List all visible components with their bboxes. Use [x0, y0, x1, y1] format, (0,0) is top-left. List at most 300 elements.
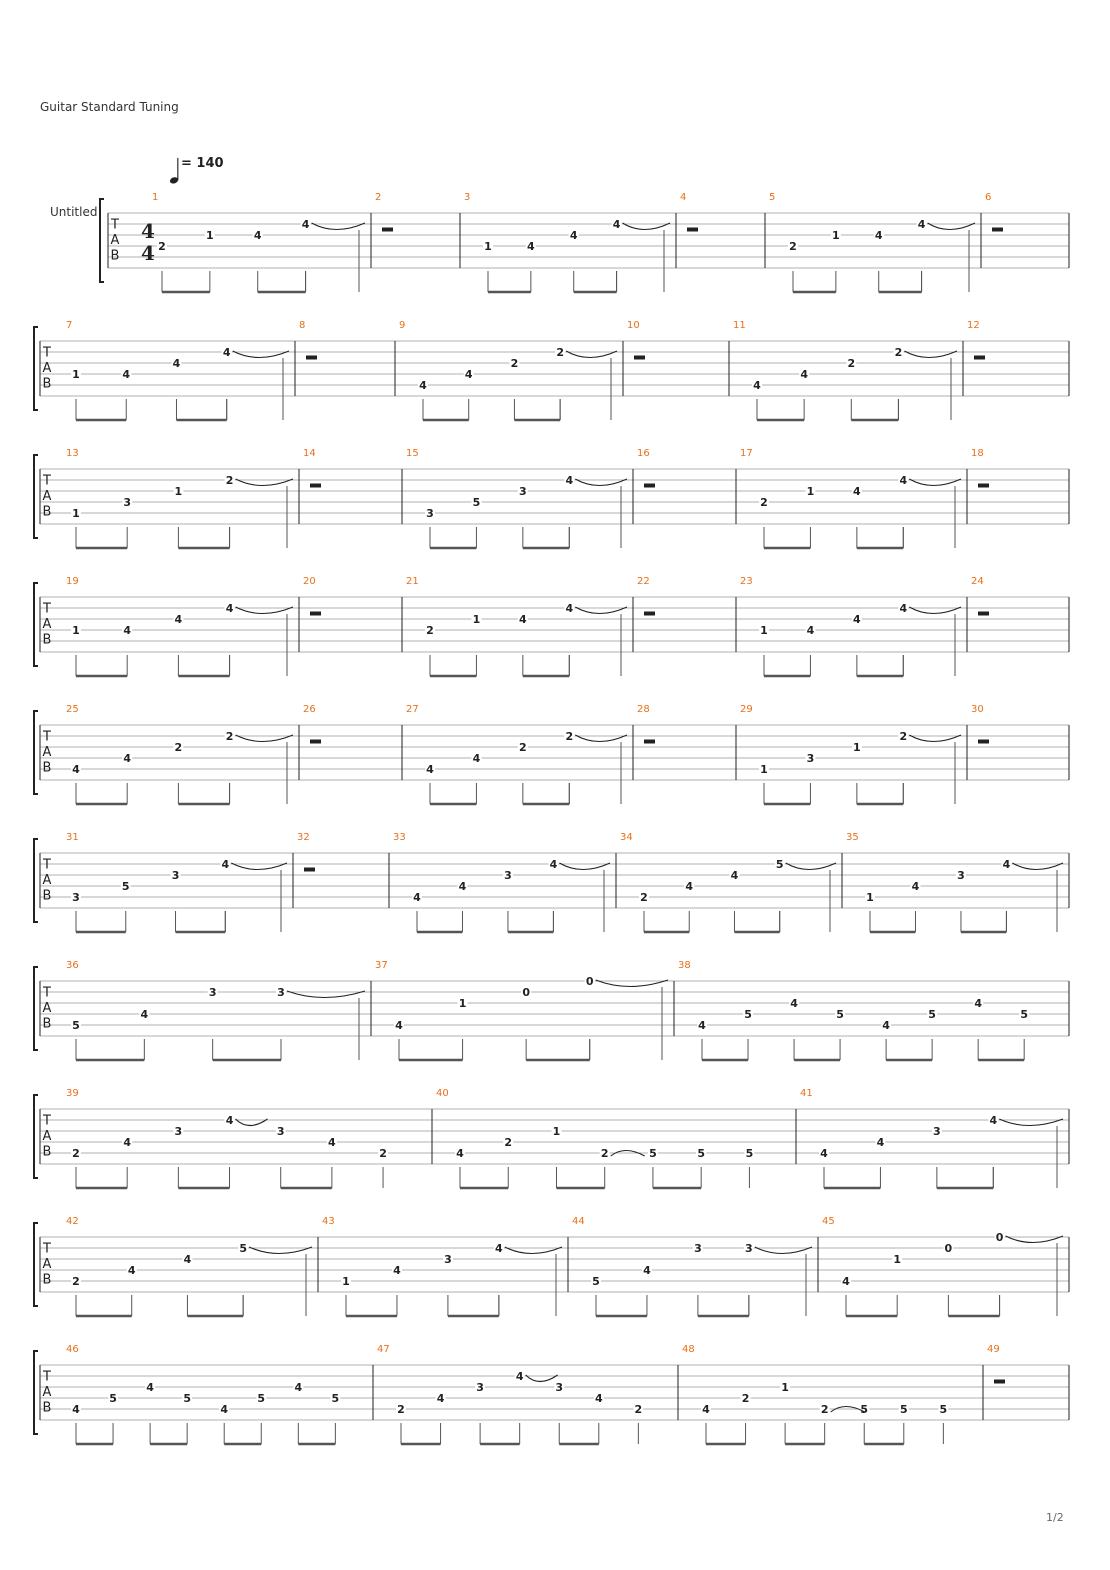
fret-number: 2 — [760, 496, 768, 509]
fret-number: 1 — [72, 624, 80, 637]
fret-number: 4 — [225, 1114, 234, 1127]
fret-number: 4 — [820, 1147, 828, 1160]
fret-number: 4 — [643, 1264, 651, 1277]
fret-number: 4 — [301, 218, 310, 231]
fret-number: 2 — [634, 1403, 643, 1416]
half-rest — [978, 484, 989, 488]
fret-number: 2 — [225, 730, 234, 743]
measure-number: 24 — [971, 576, 984, 587]
fret-number: 3 — [444, 1253, 452, 1266]
tab-letter: B — [42, 1400, 52, 1416]
staff-bracket — [34, 1095, 38, 1178]
half-rest — [978, 740, 989, 744]
fret-number: 5 — [928, 1008, 936, 1021]
fret-number: 4 — [436, 1392, 445, 1405]
measure — [393, 832, 616, 932]
fret-number: 1 — [342, 1275, 350, 1288]
fret-number: 4 — [1002, 858, 1011, 871]
measure — [406, 576, 633, 676]
tab-system — [34, 576, 1069, 676]
fret-number: 5 — [1020, 1008, 1029, 1021]
measure-number: 22 — [637, 576, 650, 587]
half-rest — [644, 484, 655, 488]
tab-letter: B — [42, 632, 52, 648]
fret-number: 4 — [899, 474, 908, 487]
fret-number: 4 — [458, 880, 467, 893]
fret-number: 4 — [790, 997, 798, 1010]
fret-number: 4 — [974, 997, 982, 1010]
measure-number: 43 — [322, 1216, 335, 1227]
fret-number: 4 — [464, 368, 473, 381]
fret-number: 4 — [183, 1253, 192, 1266]
staff-bracket — [34, 455, 38, 538]
half-rest — [634, 356, 645, 360]
measure-number: 44 — [572, 1216, 585, 1227]
fret-number: 4 — [842, 1275, 850, 1288]
tab-letter: T — [43, 857, 51, 873]
fret-number: 4 — [72, 763, 80, 776]
fret-number: 1 — [760, 624, 768, 637]
measure-number: 8 — [299, 320, 306, 331]
measure-number: 6 — [985, 192, 992, 203]
page-number: 1/2 — [1046, 1511, 1064, 1524]
fret-number: 2 — [397, 1403, 405, 1416]
fret-number: 1 — [853, 741, 861, 754]
measure — [399, 320, 623, 420]
half-rest — [310, 484, 321, 488]
measure-number: 38 — [678, 960, 691, 971]
tab-letter: B — [42, 1272, 52, 1288]
half-rest — [310, 612, 321, 616]
fret-number: 1 — [484, 240, 492, 253]
half-rest — [992, 228, 1003, 232]
fret-number: 5 — [744, 1008, 752, 1021]
fret-number: 4 — [702, 1403, 710, 1416]
fret-number: 2 — [158, 240, 166, 253]
fret-number: 1 — [472, 613, 481, 626]
fret-number: 5 — [649, 1147, 657, 1160]
measure — [66, 832, 293, 932]
tempo-marking: = 140 — [181, 156, 224, 171]
fret-number: 1 — [760, 763, 768, 776]
measure-number: 45 — [822, 1216, 835, 1227]
fret-number: 2 — [556, 346, 564, 359]
measure-number: 10 — [627, 320, 640, 331]
fret-number: 5 — [239, 1242, 247, 1255]
measure — [846, 832, 1069, 932]
fret-number: 4 — [225, 602, 234, 615]
tab-letter: B — [42, 1144, 52, 1160]
fret-number: 3 — [519, 485, 527, 498]
measure-number: 37 — [375, 960, 388, 971]
measure — [322, 1216, 568, 1316]
fret-number: 4 — [140, 1008, 149, 1021]
fret-number: 4 — [806, 624, 815, 637]
fret-number: 3 — [426, 507, 434, 520]
fret-number: 4 — [419, 379, 427, 392]
fret-number: 4 — [456, 1147, 464, 1160]
measure-number: 4 — [680, 192, 687, 203]
fret-number: 3 — [504, 869, 512, 882]
measure-number: 25 — [66, 704, 79, 715]
fret-number: 5 — [121, 880, 130, 893]
time-signature-bottom: 4 — [141, 241, 155, 265]
fret-number: 2 — [504, 1136, 513, 1149]
measure — [464, 192, 676, 292]
fret-number: 4 — [393, 1264, 401, 1277]
tab-letter: B — [42, 888, 52, 904]
fret-number: 2 — [519, 741, 527, 754]
fret-number: 2 — [174, 741, 183, 754]
measure — [436, 1088, 796, 1188]
measure-number: 32 — [297, 832, 310, 843]
fret-number: 1 — [72, 507, 80, 520]
tab-letter: T — [43, 985, 51, 1001]
tab-letter: A — [42, 1128, 52, 1144]
measure-number: 26 — [303, 704, 316, 715]
measure — [66, 960, 371, 1060]
measure — [66, 1216, 318, 1316]
fret-number: 3 — [555, 1381, 564, 1394]
fret-number: 5 — [592, 1275, 600, 1288]
fret-number: 2 — [565, 730, 574, 743]
measure — [740, 704, 967, 804]
tab-letter: A — [42, 488, 52, 504]
measure — [66, 448, 299, 548]
tab-letter: A — [42, 360, 52, 376]
measure-number: 48 — [682, 1344, 695, 1355]
fret-number: 2 — [894, 346, 903, 359]
fret-number: 3 — [276, 1125, 285, 1138]
fret-number: 4 — [800, 368, 808, 381]
half-rest — [306, 356, 317, 360]
fret-number: 4 — [989, 1114, 998, 1127]
fret-number: 5 — [109, 1392, 117, 1405]
measure-number: 19 — [66, 576, 79, 587]
fret-number: 4 — [413, 891, 421, 904]
measure-number: 46 — [66, 1344, 79, 1355]
tab-letter: A — [110, 232, 120, 248]
measure-number: 16 — [637, 448, 650, 459]
measure-number: 12 — [967, 320, 980, 331]
fret-number: 4 — [328, 1136, 336, 1149]
fret-number: 4 — [294, 1381, 303, 1394]
fret-number: 4 — [172, 357, 181, 370]
fret-number: 2 — [225, 474, 234, 487]
tab-system — [34, 832, 1069, 932]
fret-number: 4 — [882, 1019, 890, 1032]
fret-number: 4 — [874, 229, 883, 242]
fret-number: 2 — [789, 240, 797, 253]
measure-number: 7 — [66, 320, 73, 331]
fret-number: 4 — [519, 613, 527, 626]
fret-number: 4 — [876, 1136, 885, 1149]
fret-number: 2 — [741, 1392, 750, 1405]
fret-number: 4 — [565, 602, 574, 615]
tab-system — [100, 192, 1069, 292]
fret-number: 4 — [569, 229, 578, 242]
tab-system — [34, 960, 1069, 1060]
fret-number: 5 — [775, 858, 784, 871]
staff-bracket — [34, 711, 38, 794]
measure — [822, 1216, 1069, 1316]
measure-number: 42 — [66, 1216, 79, 1227]
measure — [733, 320, 963, 420]
fret-number: 2 — [72, 1275, 80, 1288]
fret-number: 4 — [222, 346, 231, 359]
fret-number: 5 — [745, 1147, 754, 1160]
fret-number: 3 — [806, 752, 815, 765]
fret-number: 4 — [853, 485, 861, 498]
half-rest — [310, 740, 321, 744]
fret-number: 0 — [522, 986, 530, 999]
measure — [377, 1344, 678, 1444]
measure — [152, 192, 371, 292]
half-rest — [382, 228, 393, 232]
measure-number: 47 — [377, 1344, 390, 1355]
fret-number: 2 — [640, 891, 648, 904]
fret-number: 5 — [860, 1403, 869, 1416]
fret-number: 2 — [426, 624, 434, 637]
measure-number: 41 — [800, 1088, 813, 1099]
fret-number: 5 — [472, 496, 481, 509]
track-name: Untitled — [50, 205, 98, 219]
tuning-label: Guitar Standard Tuning — [40, 100, 179, 114]
fret-number: 4 — [72, 1403, 80, 1416]
measure-number: 20 — [303, 576, 316, 587]
fret-number: 3 — [933, 1125, 941, 1138]
half-rest — [978, 612, 989, 616]
fret-number: 1 — [458, 997, 467, 1010]
fret-number: 4 — [146, 1381, 154, 1394]
tab-letter: A — [42, 872, 52, 888]
fret-number: 4 — [612, 218, 621, 231]
fret-number: 0 — [995, 1231, 1004, 1244]
fret-number: 3 — [694, 1242, 702, 1255]
fret-number: 4 — [495, 1242, 503, 1255]
fret-number: 4 — [730, 869, 739, 882]
fret-number: 1 — [552, 1125, 561, 1138]
fret-number: 5 — [72, 1019, 80, 1032]
fret-number: 1 — [206, 229, 214, 242]
fret-number: 4 — [220, 1403, 229, 1416]
tab-system — [34, 448, 1069, 548]
measure — [66, 576, 299, 676]
fret-number: 5 — [257, 1392, 266, 1405]
tab-system — [34, 320, 1069, 420]
fret-number: 4 — [911, 880, 920, 893]
tab-system — [34, 1088, 1069, 1188]
tab-letter: B — [42, 376, 52, 392]
measure-number: 36 — [66, 960, 79, 971]
staff-bracket — [34, 1351, 38, 1434]
tab-letter: T — [43, 1113, 51, 1129]
fret-number: 4 — [253, 229, 262, 242]
half-rest — [644, 740, 655, 744]
measure-number: 33 — [393, 832, 406, 843]
measure-number: 30 — [971, 704, 984, 715]
measure — [740, 576, 967, 676]
fret-number: 1 — [72, 368, 80, 381]
measure-number: 28 — [637, 704, 650, 715]
measure-number: 11 — [733, 320, 746, 331]
tab-letter: T — [111, 217, 119, 233]
measure — [406, 704, 633, 804]
measure-number: 21 — [406, 576, 419, 587]
measure-number: 27 — [406, 704, 419, 715]
fret-number: 1 — [832, 229, 840, 242]
measure — [375, 960, 674, 1060]
fret-number: 3 — [174, 1125, 183, 1138]
fret-number: 1 — [893, 1253, 902, 1266]
tab-system — [34, 1216, 1069, 1316]
tab-letter: A — [42, 1000, 52, 1016]
measure — [66, 704, 299, 804]
measure — [620, 832, 842, 932]
fret-number: 4 — [123, 624, 132, 637]
measure-number: 40 — [436, 1088, 449, 1099]
fret-number: 4 — [899, 602, 908, 615]
staff-bracket — [34, 1223, 38, 1306]
fret-number: 3 — [208, 986, 217, 999]
fret-number: 3 — [171, 869, 180, 882]
tab-letter: T — [43, 729, 51, 745]
fret-number: 4 — [123, 1136, 132, 1149]
fret-number: 5 — [899, 1403, 908, 1416]
tab-letter: B — [42, 1016, 52, 1032]
measure-number: 18 — [971, 448, 984, 459]
measure-number: 2 — [375, 192, 382, 203]
fret-number: 4 — [917, 218, 926, 231]
fret-number: 3 — [957, 869, 965, 882]
fret-number: 4 — [122, 368, 131, 381]
tab-system — [34, 1344, 1069, 1444]
fret-number: 5 — [697, 1147, 706, 1160]
fret-number: 2 — [847, 357, 856, 370]
staff-bracket — [34, 967, 38, 1050]
measure — [678, 960, 1069, 1060]
tab-letter: T — [43, 1369, 51, 1385]
fret-number: 3 — [476, 1381, 484, 1394]
fret-number: 0 — [944, 1242, 953, 1255]
fret-number: 4 — [698, 1019, 706, 1032]
fret-number: 2 — [379, 1147, 387, 1160]
tab-letter: T — [43, 345, 51, 361]
fret-number: 4 — [853, 613, 861, 626]
tab-system — [34, 704, 1069, 804]
fret-number: 1 — [174, 485, 183, 498]
measure-number: 1 — [152, 192, 159, 203]
fret-number: 1 — [866, 891, 874, 904]
measure — [682, 1344, 983, 1444]
fret-number: 4 — [527, 240, 535, 253]
tab-letter: T — [43, 473, 51, 489]
measure — [800, 1088, 1069, 1188]
measure — [769, 192, 981, 292]
half-rest — [687, 228, 698, 232]
tab-letter: T — [43, 1241, 51, 1257]
fret-number: 2 — [820, 1403, 829, 1416]
staff-bracket — [100, 199, 104, 282]
measure — [406, 448, 633, 548]
fret-number: 5 — [331, 1392, 340, 1405]
measure-number: 35 — [846, 832, 859, 843]
measure-number: 15 — [406, 448, 419, 459]
measure-number: 17 — [740, 448, 753, 459]
measure — [66, 1344, 373, 1444]
fret-number: 4 — [549, 858, 558, 871]
fret-number: 0 — [585, 975, 594, 988]
measure — [66, 320, 295, 420]
measure-number: 29 — [740, 704, 753, 715]
fret-number: 4 — [753, 379, 761, 392]
staff-bracket — [34, 839, 38, 922]
measure-number: 34 — [620, 832, 633, 843]
fret-number: 4 — [565, 474, 574, 487]
measure-number: 23 — [740, 576, 753, 587]
measure-number: 39 — [66, 1088, 79, 1099]
fret-number: 4 — [395, 1019, 403, 1032]
time-signature-top: 4 — [141, 219, 155, 243]
tab-letter: A — [42, 1384, 52, 1400]
fret-number: 4 — [221, 858, 230, 871]
half-rest — [994, 1380, 1005, 1384]
fret-number: 4 — [127, 1264, 136, 1277]
fret-number: 3 — [72, 891, 80, 904]
fret-number: 3 — [745, 1242, 753, 1255]
fret-number: 2 — [72, 1147, 80, 1160]
measure-number: 14 — [303, 448, 316, 459]
staff-bracket — [34, 583, 38, 666]
half-rest — [644, 612, 655, 616]
fret-number: 2 — [600, 1147, 609, 1160]
measure-number: 49 — [987, 1344, 1000, 1355]
half-rest — [974, 356, 985, 360]
tab-letter: B — [42, 504, 52, 520]
tab-letter: T — [43, 601, 51, 617]
fret-number: 3 — [123, 496, 132, 509]
staff-bracket — [34, 327, 38, 410]
fret-number: 5 — [183, 1392, 191, 1405]
fret-number: 4 — [515, 1370, 524, 1383]
fret-number: 1 — [806, 485, 815, 498]
fret-number: 5 — [836, 1008, 844, 1021]
tab-letter: B — [42, 760, 52, 776]
measure — [572, 1216, 818, 1316]
half-rest — [304, 868, 315, 872]
fret-number: 4 — [472, 752, 481, 765]
fret-number: 4 — [174, 613, 183, 626]
measure — [740, 448, 967, 548]
tab-letter: A — [42, 1256, 52, 1272]
measure-number: 3 — [464, 192, 471, 203]
fret-number: 2 — [899, 730, 908, 743]
fret-number: 4 — [426, 763, 434, 776]
fret-number: 4 — [685, 880, 694, 893]
tab-letter: A — [42, 616, 52, 632]
tab-letter: B — [110, 248, 120, 264]
measure-number: 5 — [769, 192, 776, 203]
measure-number: 13 — [66, 448, 79, 459]
fret-number: 5 — [939, 1403, 948, 1416]
measure — [66, 1088, 432, 1188]
fret-number: 2 — [510, 357, 519, 370]
fret-number: 4 — [123, 752, 132, 765]
measure-number: 31 — [66, 832, 79, 843]
tab-letter: A — [42, 744, 52, 760]
fret-number: 1 — [781, 1381, 789, 1394]
fret-number: 3 — [277, 986, 285, 999]
